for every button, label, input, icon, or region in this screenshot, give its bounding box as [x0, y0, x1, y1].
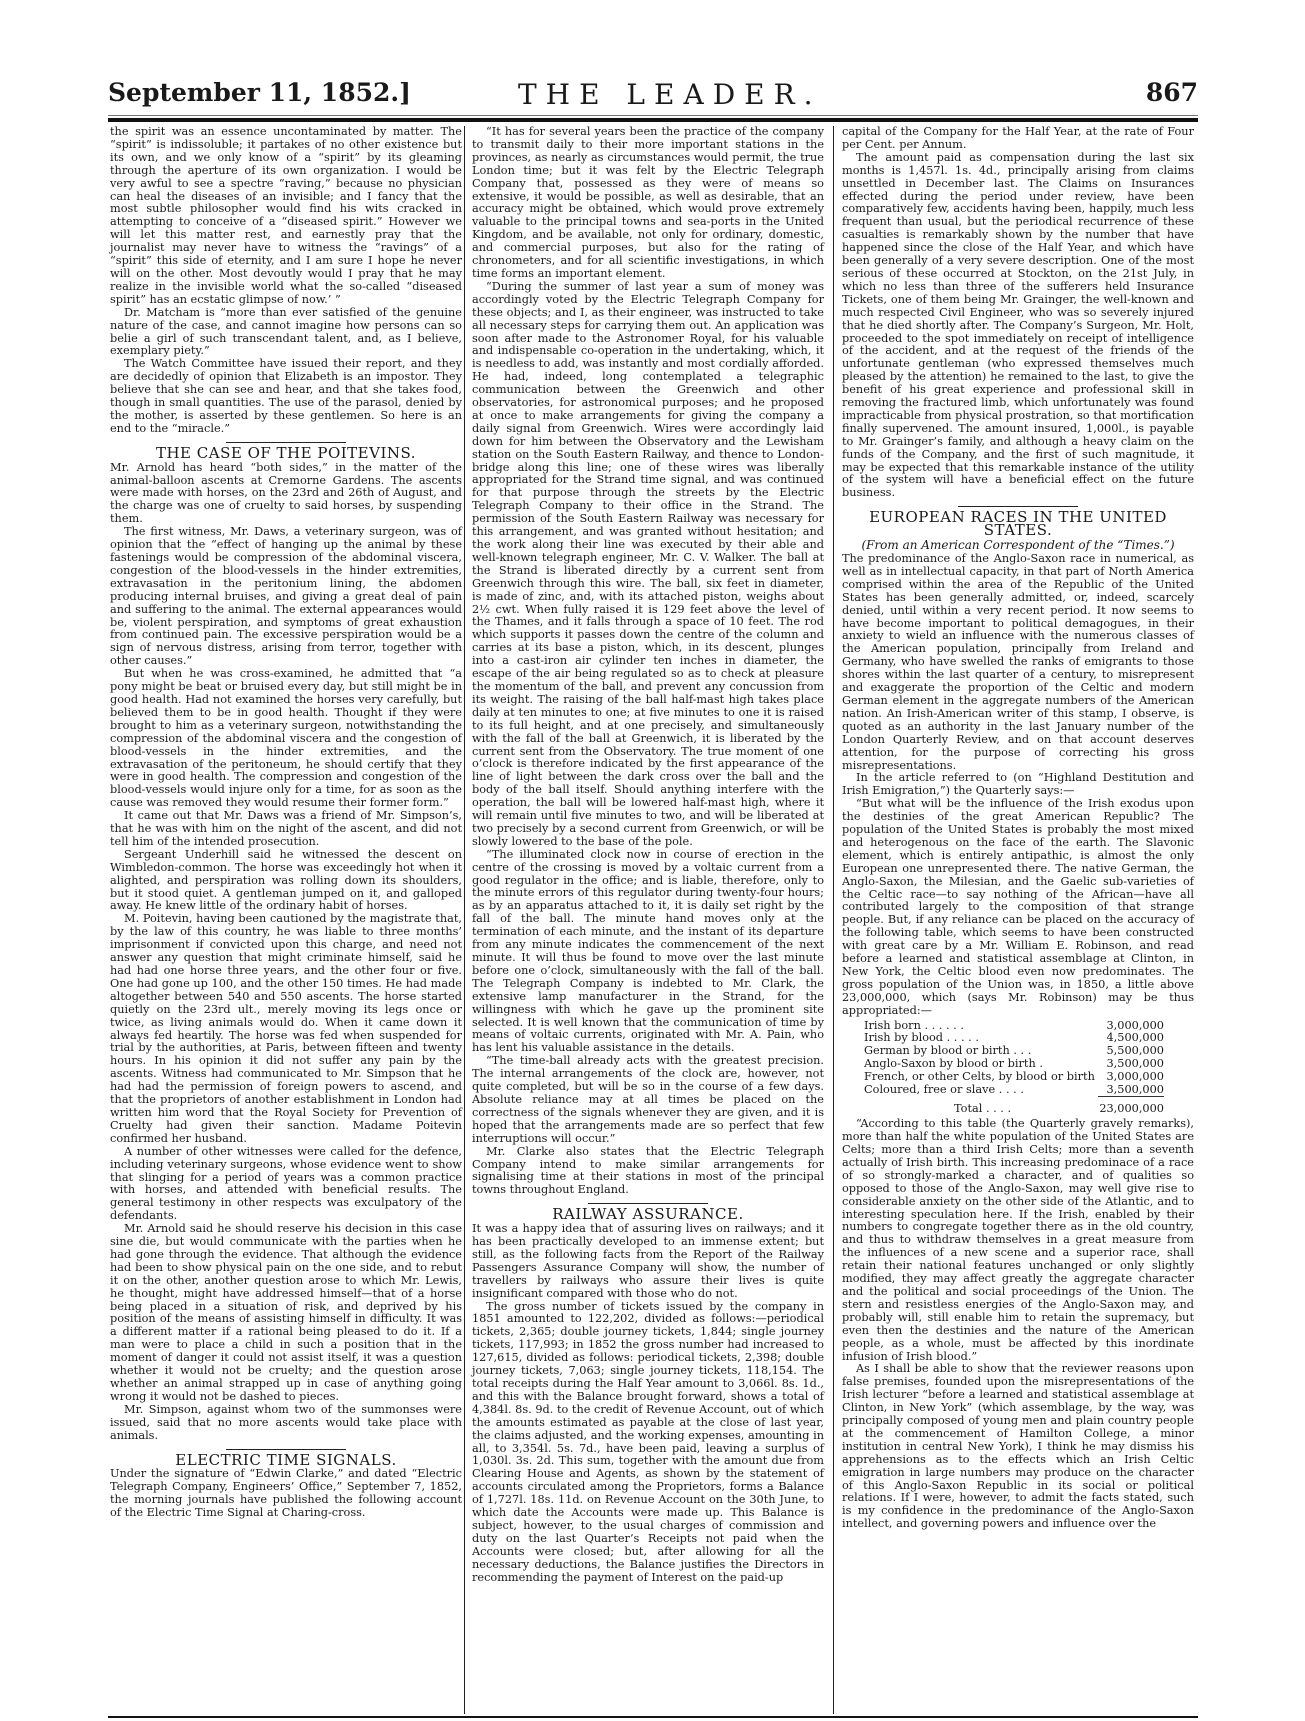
newspaper-title: THE LEADER.	[518, 78, 822, 111]
paragraph: the spirit was an essence uncontaminated by matter. The “spirit” is indissoluble; it partakes of no other existence but its own, and we only know of a “spirit” by its gleaming through the aperture of its own organization. I would be very awful to see a spectre “raving,” because no physician can heal the diseases of an invisible; and I fancy that the most subtle philosopher would find his wits cracked in attempting to conceive of a “diseased spirit.” However we will let this matter rest, and earnestly pray that the journalist may never have to witness the “ravings” of a “spirit” this side of eternity, and I am sure I hope he never will on the other. Most devoutly would I pray that he may realize in the invisible world what the so-called “diseased spirit” has an ecstatic glimpse of now.’ ”	[110, 125, 462, 306]
paragraph: “During the summer of last year a sum of money was accordingly voted by the Electric Telegraph Company for these objects; and I, as their engineer, was instructed to take all necessary steps for carrying them out. An application was soon after made to the Astronomer Royal, for his valuable and indispensable co-operation in the undertaking, which, it is needless to add, was instantly and most cordially afforded. He had, indeed, long contemplated a telegraphic communication between the Greenwich and other observatories, for astronomical purposes; and he proposed at once to make arrangements for giving the company a daily signal from Greenwich. Wires were accordingly laid down for him between the Observatory and the Lewisham station on the South Eastern Railway, and thence to London-bridge along this line; one of these wires was liberally appropriated for the Strand time signal, and was continued for that purpose through the streets by the Electric Telegraph Company to their office in the Strand. The permission of the South Eastern Railway was necessary for this arrangement, and was granted without hesitation; and the work along their line was executed by their able and well-known telegraph engineer, Mr. C. V. Walker. The ball at the Strand is liberated directly by a current sent from Greenwich through this wire. The ball, six feet in diameter, is made of zinc, and, with its attached piston, weighs about 2½ cwt. When fully raised it is 129 feet above the level of the Thames, and it falls through a space of 10 feet. The rod which supports it passes down the centre of the column and carries at its base a piston, which, in its descent, plunges into a cast-iron air cylinder ten inches in diameter, the escape of the air being regulated so as to check at pleasure the momentum of the ball, and prevent any concussion from its weight. The raising of the ball half-mast high takes place daily at ten minutes to one; at five minutes to one it is raised to its full height, and at one precisely, and simultaneously with the fall of the ball at Greenwich, it is liberated by the current sent from the Observatory. The true moment of one o’clock is therefore indicated by the first appearance of the line of light between the dark cross over the ball and the body of the ball itself. Should anything interfere with the operation, the ball will be lowered half-mast high, where it will remain until five minutes to two, and will be liberated at two precisely by a second current from Greenwich, or will be slowly lowered to the base of the pole.	[472, 279, 824, 848]
paragraph: Mr. Clarke also states that the Electric Telegraph Company intend to make similar arrangements for signalising time at their stations in most of the principal towns throughout England.	[472, 1144, 824, 1197]
paragraph: capital of the Company for the Half Year, at the rate of Four per Cent. per Annum.	[842, 125, 1194, 151]
row-label: Irish by blood . . . . .	[864, 1031, 979, 1045]
paragraph: The first witness, Mr. Daws, a veterinary surgeon, was of opinion that the “effect of hanging up the animal by these fastenings would be compression of the abdominal viscera, congestion of the blood-vessels in the hinder extremities, extravasation in the peritonium lining, the abdomen producing internal bruises, and giving a great deal of pain and suffering to the animal. The external appearances would be, violent perspiration, and symptoms of great exhaustion from continued pain. The excessive perspiration would be a sign of nervous distress, arising from terror, together with other causes.”	[110, 525, 462, 668]
paragraph: The predominance of the Anglo-Saxon race in numerical, as well as in intellectual capacity, in that part of North America comprised within the area of the Republic of the United States has been generally admitted, or, indeed, scarcely denied, until within a very recent period. It now seems to have become important to political demagogues, in their anxiety to wield an influence with the numerous classes of the American population, principally from Ireland and Germany, who have swelled the ranks of emigrants to those shores within the last quarter of a century, to misrepresent and exaggerate the proportion of the Celtic and modern German element in the aggregate numbers of the American nation. An Irish-American writer of this stamp, I observe, is quoted as an authority in the last January number of the London Quarterly Review, and on that account deserves attention, for the purpose of correcting his gross misrepresentations.	[842, 552, 1194, 772]
table-row	[864, 1084, 1164, 1097]
paragraph: The gross number of tickets issued by the company in 1851 amounted to 122,202, divided as follows:—periodical tickets, 2,365; double journey tickets, 1,844; single journey tickets, 117,993; in 1852 the gross number had increased to 127,615, divided as follows: periodical tickets, 2,398; double journey tickets, 7,063; single journey tickets, 118,154. The total receipts during the Half Year amount to 3,066l. 8s. 1d., and this with the Balance brought forward, shows a total of 4,384l. 8s. 9d. to the credit of Revenue Account, out of which the amounts estimated as payable at the close of last year, the claims adjusted, and the working expenses, amounting in all, to 3,354l. 5s. 7d., have been paid, leaving a surplus of 1,030l. 3s. 2d. This sum, together with the amount due from Clearing House and Agents, as shown by the statement of accounts circulated among the Proprietors, forms a Balance of 1,727l. 18s. 11d. on Revenue Account on the 30th June, to which date the Accounts were made up. This Balance is subject, however, to the usual charges of commission and duty on the last Quarter’s Receipts not paid when the Accounts were closed; but, after allowing for all the necessary deductions, the Balance justifies the Directors in recommending the payment of Interest on the paid-up	[472, 1299, 824, 1584]
masthead	[108, 78, 1198, 114]
column-divider	[464, 126, 465, 1714]
column-3	[842, 126, 1194, 1531]
paragraph: In the article referred to (on “Highland Destitution and Irish Emigration,”) the Quarterly says:—	[842, 771, 1194, 798]
paragraph: Mr. Arnold said he should reserve his decision in this case sine die, but would communicate with the parties when he had gone through the evidence. That although the evidence had been to show physical pain on the one side, and to rebut it on the other, another question arose to which Mr. Lewis, he thought, might have addressed himself—that of a horse being placed in a situation of risk, and deprived by his position of the means of assisting himself in difficulty. It was a different matter if a rational being pleased to do it. If a man were to place a child in such a position that in the moment of danger it could not assist itself, it was a question whether it would not be cruelty; and the question arose whether an animal strapped up in case of anything going wrong it would not be dashed to pieces.	[110, 1222, 462, 1403]
issue-date: September 11, 1852.]	[108, 78, 411, 107]
paragraph: But when he was cross-examined, he admitted that “a pony might be beat or bruised every day, but still might be in good health. Had not examined the horses very carefully, but believed them to be in good health. Thought if they were brought to him as a veterinary surgeon, notwithstanding the compression of the abdominal viscera and the congestion of blood-vessels in the hinder extremities, and the extravasation of the peritoneum, he should certify that they were in good health. The compression and congestion of the blood-vessels would injure only for a time, for as soon as the cause was removed they would resume their former form.”	[110, 667, 462, 810]
paragraph: “The illuminated clock now in course of erection in the centre of the crossing is moved by a voltaic current from a good regulator in the office; and is liable, therefore, only to the minute errors of this regulator during twenty-four hours; as by an apparatus attached to it, it is daily set right by the fall of the ball. The minute hand moves only at the termination of each minute, and the instant of its departure from any minute indicates the commencement of the next minute. It will thus be found to move over the last minute before one o’clock, simultaneously with the fall of the ball. The Telegraph Company is indebted to Mr. Clark, the extensive lamp manufacturer in the Strand, for the willingness with which he gave up the prominent site selected. It is well known that the communication of time by means of voltaic currents, originated with Mr. A. Pain, who has lent his valuable assistance in the details.	[472, 847, 824, 1055]
header-rule	[108, 118, 1198, 122]
section-rule	[588, 1203, 708, 1204]
paragraph: The Watch Committee have issued their report, and they are decidedly of opinion that Elizabeth is an impostor. They believe that she can see and hear, and that she takes food, though in small quantities. The use of the parasol, denied by the mother, is asserted by these gentlemen. So here is an end to the “miracle.”	[110, 357, 462, 435]
row-label: Anglo-Saxon by blood or birth .	[864, 1057, 1043, 1071]
row-label: German by blood or birth . . .	[864, 1044, 1032, 1058]
total-label: Total . . . .	[954, 1102, 1012, 1116]
row-value: 3,500,000	[1098, 1084, 1164, 1097]
article-heading-electric-time-signals: ELECTRIC TIME SIGNALS.	[175, 1450, 397, 1469]
column-2	[472, 126, 824, 1585]
article-heading-poitevins: THE CASE OF THE POITEVINS.	[155, 443, 417, 462]
section-rule	[958, 506, 1078, 507]
paragraph: It was a happy idea that of assuring lives on railways; and it has been practically developed to an immense extent; but still, as the following facts from the Report of the Railway Passengers Assurance Company will show, the number of travellers by railways who assure their lives is quite insignificant compared with those who do not.	[472, 1222, 824, 1300]
paragraph: “But what will be the influence of the Irish exodus upon the destinies of the great American Republic? The population of the United States is probably the most mixed and heterogenous on the face of the earth. The Slavonic element, which is entirely antipathic, is almost the only European one unrepresented there. The native German, the Anglo-Saxon, the Milesian, and the Gaelic sub-varieties of the Celtic race—to say nothing of the African—have all contributed largely to the composition of that strange people. But, if any reliance can be placed on the accuracy of the following table, which seems to have been constructed with great care by a Mr. William E. Robinson, and read before a learned and statistical assemblage at Clinton, in New York, the Celtic blood even now predominates. The gross population of the Union was, in 1850, a little above 23,000,000, which (says Mr. Robinson) may be thus appropriated:—	[842, 797, 1194, 1017]
row-label: French, or other Celts, by blood or birth	[864, 1069, 1095, 1083]
table-total-row	[864, 1097, 1164, 1116]
table-row	[864, 1071, 1164, 1084]
page-number: 867	[1145, 78, 1198, 107]
row-value: 4,500,000	[1106, 1031, 1164, 1045]
section-rule	[226, 442, 346, 443]
article-subheading: (From an American Correspondent of the “Times.”)	[861, 538, 1175, 553]
footer-rule	[108, 1716, 1198, 1718]
paragraph: “It has for several years been the practice of the company to transmit daily to their more important stations in the provinces, as nearly as circumstances would permit, the true London time; but it was felt by the Electric Telegraph Company that, possessed as they were of means so extensive, it would be possible, as well as desirable, that an accuracy might be obtained, which would prove extremely valuable to the principal towns and sea-ports in the United Kingdom, and be available, not only for ordinary, domestic, and commercial purposes, but also for the rating of chronometers, and for all scientific investigations, in which time forms an important element.	[472, 125, 824, 280]
column-1	[110, 126, 462, 1520]
header-rule-thin	[108, 115, 1198, 116]
paragraph: As I shall be able to show that the reviewer reasons upon false premises, founded upon the misrepresentations of the Irish lecturer “before a learned and statistical assemblage at Clinton, in New York” (which assemblage, by the way, was principally composed of young men and plain country people at the commencement of Hamilton College, a minor institution in central New York), I think he may dismiss his apprehensions as to the effects which an Irish Celtic emigration in large numbers may produce on the character of this Anglo-Saxon Republic in its social or political relations. If I were, however, to admit the facts stated, such is my confidence in the predominance of the Anglo-Saxon intellect, and governing powers and influence over the	[842, 1362, 1194, 1531]
paragraph: It came out that Mr. Daws was a friend of Mr. Simpson’s, that he was with him on the night of the ascent, and did not tell him of the intended prosecution.	[110, 809, 462, 848]
total-value: 23,000,000	[1099, 1102, 1164, 1116]
row-value: 3,000,000	[1106, 1018, 1164, 1032]
paragraph: Mr. Simpson, against whom two of the summonses were issued, said that no more ascents would take place with animals.	[110, 1402, 462, 1442]
paragraph: Mr. Arnold has heard “both sides,” in the matter of the animal-balloon ascents at Cremorne Gardens. The ascents were made with horses, on the 23rd and 26th of August, and the charge was one of cruelty to said horses, by suspending them.	[110, 460, 462, 526]
section-rule	[226, 1449, 346, 1450]
paragraph: Sergeant Underhill said he witnessed the descent on Wimbledon-common. The horse was exceedingly hot when it alighted, and perspiration was rolling down its shoulders, but it stood quiet. A gentleman jumped on it, and galloped away. He knew little of the ordinary habit of horses.	[110, 847, 462, 913]
paragraph: Under the signature of “Edwin Clarke,” and dated “Electric Telegraph Company, Engineers’ Office,” September 7, 1852, the morning journals have published the following account of the Electric Time Signal at Charing-cross.	[110, 1467, 462, 1520]
population-table	[864, 1020, 1164, 1117]
row-label: Irish born . . . . . .	[864, 1018, 964, 1032]
paragraph: The amount paid as compensation during the last six months is 1,457l. 1s. 4d., principally arising from claims unsettled in December last. The Claims on Insurances effected during the period under review, have been comparatively few, accidents having been, happily, much less frequent than usual, but the periodical recurrence of these casualties is remarkably shown by the number that have happened since the close of the Half Year, and which have been generally of a very severe description. One of the most serious of these occurred at Stockton, on the 21st July, in which no less than three of the sufferers held Insurance Tickets, one of them being Mr. Grainger, the well-known and much respected Civil Engineer, who was so severely injured that he died shortly after. The Company’s Surgeon, Mr. Holt, proceeded to the spot immediately on receipt of intelligence of the accident, and at the request of the friends of the unfortunate gentleman (who expressed themselves much pleased by the attention) he remained to the last, to give the benefit of his great experience and professional skill in removing the fractured limb, which unfortunately was found impracticable from physical prostration, so that mortification finally supervened. The amount insured, 1,000l., is payable to Mr. Grainger’s family, and although a heavy claim on the funds of the Company, and the first of such magnitude, it may be expected that this remarkable instance of the utility of the system will have a beneficial effect on the future business.	[842, 150, 1194, 500]
paragraph: Dr. Matcham is “more than ever satisfied of the genuine nature of the case, and cannot imagine how persons can so belie a girl of such transcendant talent, and, as I believe, exemplary piety.”	[110, 305, 462, 358]
article-heading-european-races: EUROPEAN RACES IN THE UNITED STATES.	[869, 508, 1167, 540]
row-value: 5,500,000	[1106, 1044, 1164, 1058]
article-heading-railway-assurance: RAILWAY ASSURANCE.	[552, 1205, 744, 1224]
paragraph: M. Poitevin, having been cautioned by the magistrate that, by the law of this country, he was liable to three months’ imprisonment if convicted upon this charge, and need not answer any question that might criminate himself, said he had had one horse three years, and the other four or five. One had gone up 100, and the other 150 times. He had made altogether between 540 and 550 ascents. The horse started quietly on the 23rd ult., merely moving its legs once or twice, as living animals would do. When it came down it always fed heartily. The horse was fed when suspended for trial by the authorities, at Paris, between fifteen and twenty hours. In his opinion it did not suffer any pain by the ascents. Witness had communicated to Mr. Simpson that he had had the permission of foreign powers to ascend, and that the proprietors of another establishment in London had written him word that the Royal Society for Prevention of Cruelty had given their sanction. Madame Poitevin confirmed her husband.	[110, 912, 462, 1145]
row-label: Coloured, free or slave . . . .	[864, 1082, 1024, 1096]
table-row	[864, 1058, 1164, 1071]
paragraph: A number of other witnesses were called for the defence, including veterinary surgeons, whose evidence went to show that slinging for a period of years was a common practice with horses, and attended with beneficial results. The general testimony in other respects was exculpatory of the defendants.	[110, 1144, 462, 1223]
row-value: 3,500,000	[1106, 1057, 1164, 1071]
column-divider	[833, 126, 834, 1714]
paragraph: “The time-ball already acts with the greatest precision. The internal arrangements of the clock are, however, not quite completed, but will be so in the course of a few days. Absolute reliance may at all times be placed on the correctness of the signals whenever they are given, and it is hoped that the arrangements made are so perfect that few interruptions will occur.”	[472, 1054, 824, 1145]
paragraph: “According to this table (the Quarterly gravely remarks), more than half the white population of the United States are Celts; more than a third Irish Celts; more than a seventh actually of Irish birth. This increasing predominace of a race of so strongly-marked a character, and of qualities so opposed to those of the Anglo-Saxon, may well give rise to considerable anxiety on the other side of the Atlantic, and to interesting speculation here. If the Irish, enabled by their numbers to congregate together there as in the old country, and thus to withdraw themselves in a great measure from the influences of a new scene and a superior race, shall retain their national features unchanged or only slightly modified, they may affect greatly the aggregate character and the political and social proceedings of the Union. The stern and resistless energies of the Anglo-Saxon may, and probably will, still enable him to retain the supremacy, but even then the destinies and the nature of the American people, as a whole, must be affected by this inordinate infusion of Irish blood.”	[842, 1117, 1194, 1363]
row-value: 3,000,000	[1106, 1069, 1164, 1083]
